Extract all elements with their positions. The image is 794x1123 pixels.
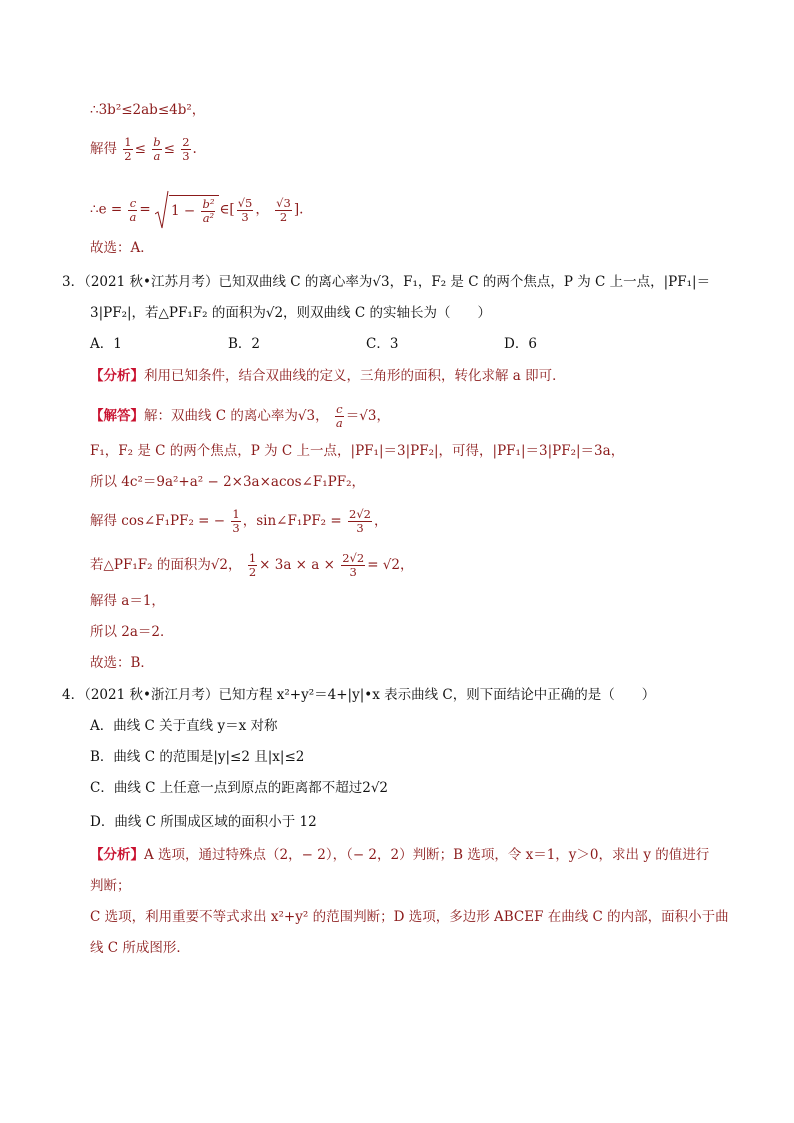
analysis-tag: 【分析】	[90, 368, 144, 384]
fraction-b-over-a	[152, 136, 161, 163]
numerator: 1	[232, 507, 240, 521]
fraction-c-over-a	[335, 403, 344, 430]
analysis-line	[90, 366, 566, 386]
solution-text: 解：双曲线 C 的离心率为√3，	[144, 408, 329, 424]
denominator: 3	[349, 565, 357, 579]
fraction-2root2-over-3	[341, 552, 365, 579]
question-number: 4．	[62, 687, 85, 703]
radicand-text: 1 −	[170, 203, 196, 219]
numerator: 2	[182, 135, 190, 149]
numerator: 1	[248, 551, 257, 565]
question-3-stem-line-2: 3|PF₂|，若△PF₁F₂ 的面积为√2，则双曲线 C 的实轴长为（ ）	[90, 305, 491, 321]
option-a[interactable]: A．1	[90, 336, 122, 352]
solution-answer: 故选：B．	[90, 655, 154, 671]
product-text: × 3a × a ×	[259, 557, 335, 573]
denominator: 2	[248, 565, 257, 579]
question-number: 3．	[62, 274, 85, 290]
fraction-one-half	[123, 136, 132, 163]
numerator: b²	[202, 197, 215, 211]
option-b[interactable]: B．曲线 C 的范围是|y|≤2 且|x|≤2	[90, 749, 305, 765]
option-d[interactable]: D．6	[504, 336, 537, 352]
solution-text-end: ＝√3，	[345, 408, 390, 424]
fraction-root3-over-2	[275, 197, 292, 224]
radical-sign-icon	[155, 190, 169, 230]
fraction-c-over-a	[128, 197, 137, 224]
option-c[interactable]: C．3	[366, 336, 399, 352]
numerator: √3	[276, 195, 291, 210]
solution-line-1	[90, 403, 390, 430]
solution-eccentricity-line: ∴e = $\frac{c}{a}$ = 1 − $\frac{\text{b²}}{\text{a²}}$ ∈[ $\frac{√5}{3}$ ， $\frac{√3}{2}$ ].	[90, 190, 303, 230]
denominator: a	[153, 149, 161, 163]
analysis-tag: 【分析】	[90, 847, 144, 863]
solution-line-7: 所以 2a＝2．	[90, 624, 174, 640]
fraction-two-thirds	[181, 136, 190, 163]
solution-ratio-line: 解得 $\frac{1}{2}$ ≤ $\frac{b}{a}$ ≤ $\frac{2}{3}$ .	[90, 135, 197, 163]
interval-open: ∈[	[219, 201, 235, 218]
equals-text: = √2，	[367, 557, 414, 573]
fraction-2root2-over-3	[348, 508, 372, 535]
solution-inequality-line: ∴3b²≤2ab≤4b²，	[90, 102, 206, 118]
fraction-root5-over-3	[237, 197, 254, 224]
denominator: 3	[241, 209, 249, 224]
solution-answer: 故选：A．	[90, 240, 154, 256]
solution-tag: 【解答】	[90, 408, 144, 424]
numerator: 2√2	[342, 551, 365, 565]
denominator: 2	[279, 209, 288, 224]
cos-text: 解得 cos∠F₁PF₂ = −	[90, 513, 226, 529]
eccentricity-prefix: ∴e =	[90, 201, 123, 218]
fraction-b2-over-a2	[201, 198, 215, 225]
question-3-stem-line-1	[62, 272, 710, 292]
numerator: c	[129, 195, 137, 210]
analysis-line-3: C 选项，利用重要不等式求出 x²+y² 的范围判断；D 选项，多边形 ABCEF 在曲线 C 的内部，面积小于曲	[90, 909, 729, 925]
option-d[interactable]: D．曲线 C 所围成区域的面积小于 12	[90, 814, 317, 830]
denominator: a	[335, 416, 343, 430]
analysis-text: A 选项，通过特殊点（2，− 2），（− 2，2）判断；B 选项，令 x＝1，y＞0，求出 y 的值进行	[144, 847, 710, 863]
denominator: a²	[202, 211, 215, 225]
analysis-line-2: 判断；	[90, 878, 131, 894]
question-source: （2021 秋•江苏月考）	[84, 274, 219, 290]
analysis-text: 利用已知条件，结合双曲线的定义，三角形的面积，转化求解 a 即可．	[144, 368, 566, 384]
question-4-stem	[62, 685, 655, 705]
question-stem: 已知方程 x²+y²＝4+|y|•x 表示曲线 C，则下面结论中正确的是（ ）	[218, 687, 656, 703]
numerator: c	[336, 402, 343, 416]
analysis-line-4: 线 C 所成图形．	[90, 940, 190, 956]
option-a[interactable]: A．曲线 C 关于直线 y＝x 对称	[90, 718, 278, 734]
solution-line-6: 解得 a＝1，	[90, 593, 165, 609]
fraction-one-half	[248, 552, 257, 579]
fraction-one-third	[231, 508, 240, 535]
option-b[interactable]: B．2	[228, 336, 261, 352]
denominator: 3	[356, 521, 364, 535]
big-radical	[155, 190, 219, 230]
comma: ，	[373, 513, 388, 529]
numerator: 2√2	[349, 507, 371, 521]
denominator: 3	[232, 521, 240, 535]
solution-line-2: F₁，F₂ 是 C 的两个焦点，P 为 C 上一点，|PF₁|＝3|PF₂|，可得，|PF₁|＝3|PF₂|＝3a，	[90, 443, 625, 459]
numerator: b	[153, 135, 161, 149]
sin-text: ，sin∠F₁PF₂ =	[242, 513, 342, 529]
denominator: 3	[182, 149, 190, 163]
ratio-prefix: 解得	[90, 141, 117, 157]
option-c[interactable]: C．曲线 C 上任意一点到原点的距离都不超过2√2	[90, 780, 389, 796]
area-text: 若△PF₁F₂ 的面积为√2，	[90, 557, 242, 573]
denominator: 2	[124, 149, 132, 163]
denominator: a	[129, 209, 137, 224]
numerator: 1	[124, 135, 132, 149]
question-source: （2021 秋•浙江月考）	[84, 687, 219, 703]
solution-line-3: 所以 4c²＝9a²+a² − 2×3a×acos∠F₁PF₂，	[90, 474, 366, 490]
solution-line-4	[90, 508, 387, 535]
question-stem: 已知双曲线 C 的离心率为√3，F₁，F₂ 是 C 的两个焦点，P 为 C 上一点，|PF₁|＝	[218, 274, 711, 290]
analysis-line-1	[90, 845, 709, 865]
solution-line-5	[90, 552, 414, 579]
numerator: √5	[237, 195, 253, 210]
interval-close: ].	[293, 201, 304, 218]
